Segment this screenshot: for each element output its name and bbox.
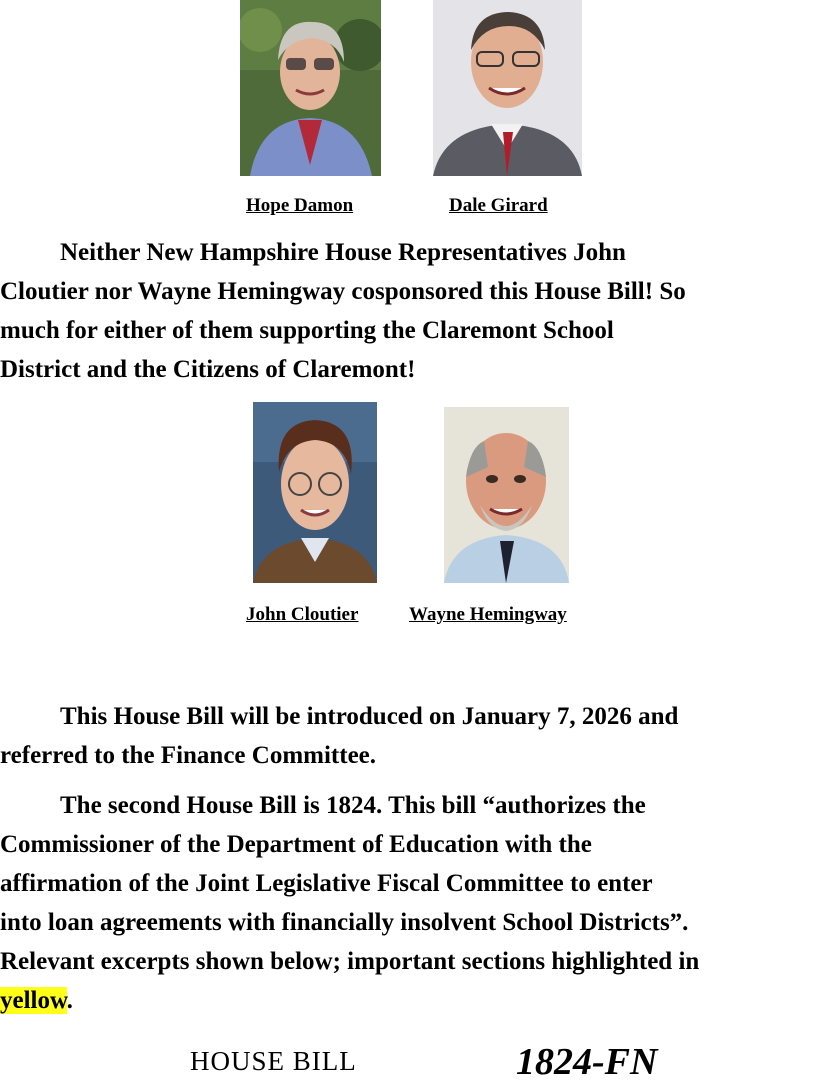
caption-wayne-hemingway: Wayne Hemingway (409, 604, 567, 625)
paragraph-line: referred to the Finance Committee. (0, 742, 377, 769)
paragraph-line: Cloutier nor Wayne Hemingway cosponsored this House Bill! So (0, 278, 686, 305)
paragraph-line-last (0, 981, 819, 1020)
paragraph-introduction-date (0, 697, 819, 775)
photo-wayne-hemingway (444, 407, 569, 583)
caption-john-cloutier: John Cloutier (246, 604, 359, 625)
paragraph-line: The second House Bill is 1824. This bill “authorizes the (60, 792, 646, 819)
caption-hope-damon: Hope Damon (246, 195, 354, 216)
photo-hope-damon (240, 0, 381, 176)
paragraph-cosponsor-note (0, 233, 819, 389)
paragraph-line: Relevant excerpts shown below; important sections highlighted in (0, 948, 700, 975)
paragraph-line: affirmation of the Joint Legislative Fiscal Committee to enter (0, 870, 653, 897)
trailing-period: . (66, 987, 73, 1014)
paragraph-line: This House Bill will be introduced on January 7, 2026 and (60, 703, 679, 730)
paragraph-line: Neither New Hampshire House Representatives John (60, 239, 626, 266)
paragraph-line: District and the Citizens of Claremont! (0, 356, 416, 383)
paragraph-line: into loan agreements with financially insolvent School Districts”. (0, 909, 689, 936)
paragraph-second-bill (0, 786, 819, 1020)
photo-dale-girard (433, 0, 582, 176)
paragraph-line: Commissioner of the Department of Education with the (0, 831, 592, 858)
house-bill-label: HOUSE BILL (190, 1046, 357, 1076)
caption-dale-girard: Dale Girard (449, 195, 548, 216)
house-bill-number: 1824-FN (516, 1041, 658, 1083)
photo-john-cloutier (253, 402, 377, 583)
highlighted-word: yellow (0, 987, 67, 1014)
paragraph-line: much for either of them supporting the Claremont School (0, 317, 614, 344)
